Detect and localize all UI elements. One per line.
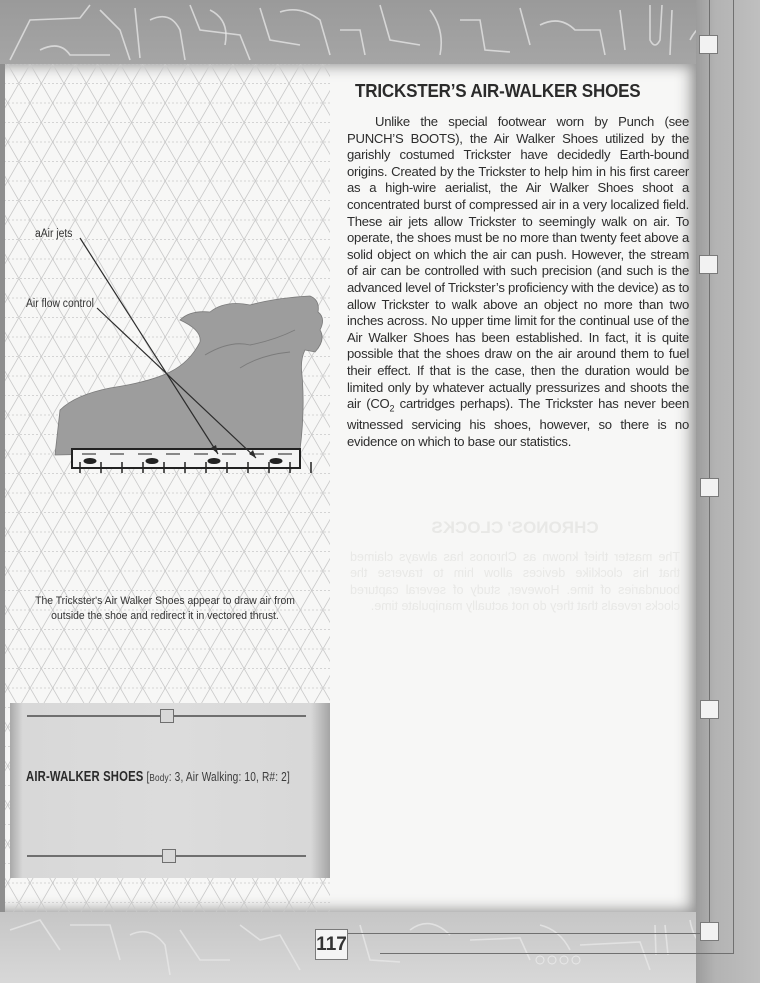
body-text-main: Unlike the special footwear worn by Punch (see PUNCH’S BOOTS), the Air Walker Shoes utilized by the garishly costumed Trickster have decidedly Earth-bound origins. Created by the Trickster to help him in his first career as a high-wire aerialist, the Air Walker Shoes shoot a concentrated burst of compressed air in a very localized field. These air jets allow Trickster to seemingly walk on air. To operate, the shoes must be no more than twenty feet above a solid object on which the air can push. However, the stream of air can be controlled with such precision (and such is the advanced level of Trickster’s proficiency with the device) as to allow Trickster to walk above an object no more than two inches across. No upper time limit for the continual use of the Air Walker Shoes has been established. In fact, it is quite possible that the shoes draw on the air around them to fuel their effect. If that is the case, then the duration would be limited only by whatever actually pressurizes and shoots the air (CO xyxy=(347,114,689,412)
jet-slot xyxy=(166,453,180,455)
rail-marker xyxy=(700,478,719,497)
stat-block xyxy=(10,703,330,878)
page-number: 117 xyxy=(315,929,348,960)
jet-nozzle xyxy=(270,459,282,464)
label-air-flow-control: Air flow control xyxy=(26,298,94,310)
jet-slot xyxy=(278,453,292,455)
show-through-body: The master thief known as Chronos has always claimed that his clocklike devices allow him to traverse the boundaries of time. However, study of several captured clocks reveals that they do not actually manipulate time. xyxy=(350,549,680,613)
stat-values: : 3, Air Walking: 10, R#: 2] xyxy=(168,769,290,784)
bottom-frame-rule xyxy=(380,953,734,954)
show-through-heading: CHRONOS’ CLOCKS xyxy=(431,518,599,537)
show-through-text xyxy=(350,490,680,615)
stat-item-name: AIR-WALKER SHOES xyxy=(26,769,144,785)
shoe-illustration xyxy=(0,0,340,520)
jet-slot xyxy=(138,453,152,455)
co2-subscript: 2 xyxy=(389,403,395,414)
stat-body-label: Body xyxy=(149,772,169,784)
stat-line xyxy=(26,769,290,785)
stat-rule-marker xyxy=(162,849,176,863)
bottom-rule xyxy=(348,933,718,934)
jet-nozzle xyxy=(146,459,158,464)
article-title: TRICKSTER’S AIR-WALKER SHOES xyxy=(355,80,641,101)
rail-marker xyxy=(699,255,718,274)
stat-bracket: [ xyxy=(143,769,150,784)
rail-marker xyxy=(700,700,719,719)
label-air-jets: aAir jets xyxy=(35,228,73,240)
rail-marker xyxy=(700,922,719,941)
jet-slot xyxy=(222,453,236,455)
jet-slot xyxy=(82,453,96,455)
body-text-end: cartridges perhaps). The Trickster has never been witnessed servicing his shoes, however, so there is no evidence on which to base our statistics. xyxy=(347,396,689,449)
air-jet-bar xyxy=(72,449,300,468)
rail-marker xyxy=(699,35,718,54)
jet-slot xyxy=(110,453,124,455)
shoe-silhouette xyxy=(55,296,323,455)
jet-nozzle xyxy=(84,459,96,464)
stat-rule-marker xyxy=(160,709,174,723)
rail-line-outer xyxy=(733,0,734,953)
article-body xyxy=(347,114,689,450)
figure-caption: The Trickster's Air Walker Shoes appear to draw air from outside the shoe and redirect it in vectored thrust. xyxy=(35,595,295,622)
jet-slot xyxy=(194,453,208,455)
jet-nozzle xyxy=(208,459,220,464)
rail-line-inner xyxy=(709,0,710,933)
